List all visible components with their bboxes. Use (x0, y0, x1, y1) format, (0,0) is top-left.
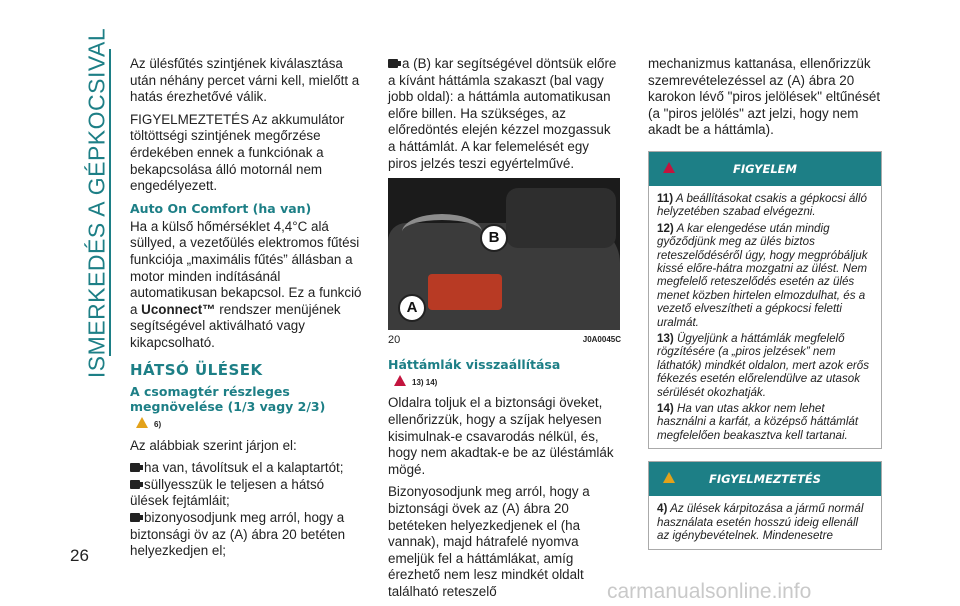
column-2 (388, 56, 621, 606)
figure-code: J0A0045C (582, 335, 621, 345)
warning-icon (394, 375, 406, 386)
column-3 (648, 56, 882, 550)
figure-rear-seat (388, 178, 620, 330)
list-item: süllyesszük le teljesen a hátsó ülések fejtámláit; (130, 476, 325, 509)
figure-label-b: B (480, 224, 508, 252)
heading-rear-seats: HÁTSÓ ÜLÉSEK (130, 360, 263, 379)
watermark: carmanualsonline.info (607, 580, 812, 603)
figyelmeztetes-box (648, 461, 882, 549)
figure-number: 20 (388, 334, 401, 347)
subheading-cargo: A csomagtér részleges megnövelése (1/3 vagy 2/3) (130, 384, 326, 415)
warning-item: 11) A beállításokat csakis a gépkocsi álló helyzetében szabad elvégezni. (657, 191, 867, 219)
list-item: ha van, távolítsuk el a kalaptartót; (130, 460, 362, 477)
paragraph: Oldalra toljuk el a biztonsági öveket, ellenőrizzük, hogy a szíjak helyesen kisimulnak-e csavarodás nélkül, és, hogy nem akadtak-e be az üléstámlák mögé. (388, 395, 614, 477)
bullet-icon (130, 480, 140, 489)
paragraph: Bizonyosodjunk meg arról, hogy a biztonsági övek az (A) ábra 20 betéteken helyezkedjenek el (ha vannak), majd hátrafelé nyomva emeljük fel a háttámlákat, amíg érezhető nem lesz mindkét oldalt található reteszelő (388, 484, 590, 599)
bullet-icon (130, 513, 140, 522)
warning-item: 12) A kar elengedése után mindig győződjünk meg az ülés biztos reteszelődéséről úgy, hogy megpróbáljuk kissé előre-hátra mozgatni az ülést. Nem megfelelő reteszelődés esetén az ülés menet közben hirtelen elmozdulhat, és a vezető elveszítheti a gépkocsi feletti uralmát. (657, 221, 868, 329)
column-1 (130, 56, 362, 560)
figyelmeztetes-body (649, 496, 881, 548)
belt-guide-shape (428, 274, 502, 310)
paragraph: Ha a külső hőmérséklet 4,4°C alá süllyed, a vezetőülés elektromos fűtési funkciója „maximális fűtés” állásban a motor minden indításánál automatikusan bekapcsol. Ez a funkció a Uconnect™ rendszer menüjének segítségével aktiválható vagy kikapcsolható. (130, 218, 362, 350)
section-divider (109, 49, 111, 356)
subheading-auto-on-comfort: Auto On Comfort (ha van) (130, 200, 312, 216)
figyelem-body (649, 186, 881, 448)
warning-item: 14) Ha van utas akkor nem lehet használni a karfát, a középső háttámlát megfelelően beakasztva kell tartanai. (657, 402, 859, 442)
warning-icon (663, 162, 675, 173)
section-title-text: ISMERKEDÉS A GÉPKOCSIVAL (83, 27, 110, 378)
warning-item: 13) Ügyeljünk a háttámlák megfelelő rögzítésére (a „piros jelzések” nem láthatók) mindkét oldalon, mert azok erős fékezés esetén előrelendülve az utasok sérülését okozhatják. (657, 332, 870, 399)
list-item: bizonyosodjunk meg arról, hogy a biztonsági öv az (A) ábra 20 betéten helyezkedjen el; (130, 510, 346, 559)
figure-label-a: A (398, 294, 426, 322)
figure-caption (388, 332, 621, 349)
caution-icon (663, 472, 675, 483)
warning-reference: 13) 14) (394, 375, 621, 392)
paragraph: mechanizmus kattanása, ellenőrizzük szemrevételezéssel az (A) ábra 20 karokon lévő "piros jelölések" eltűnését (a "piros jelölés" azt jelzi, hogy nem akadt be a háttámla). (648, 56, 881, 138)
list-item: a (B) kar segítségével döntsük előre a kívánt háttámla szakaszt (bal vagy jobb oldal): a háttámla automatikusan előre billen. Ha szükséges, az előredöntés elején kézzel mozgassuk a háttámlát. A kar felemelését egy piros jelzés teszi egyértelművé. (388, 56, 617, 171)
caution-item: 4) Az ülések kárpitozása a jármű normál használata esetén hosszú ideig ellenáll az igénybevételnek. Mindenesetre (657, 502, 864, 543)
headrest-shape (506, 188, 616, 248)
brand-name: Uconnect™ (141, 301, 216, 317)
fold-arrow-icon (402, 214, 482, 250)
caution-icon (136, 417, 148, 428)
page-number: 26 (70, 546, 89, 565)
paragraph: Az ülésfűtés szintjének kiválasztása után néhány percet várni kell, mielőtt a hatás érezhetővé válik. (130, 56, 360, 105)
subheading-restore: Háttámlák visszaállítása (388, 356, 561, 372)
bullet-icon (388, 59, 398, 68)
bullet-icon (130, 463, 140, 472)
figyelem-header: FIGYELEM (649, 152, 881, 186)
figyelem-box (648, 151, 882, 449)
warning-reference: 6) (136, 417, 362, 434)
paragraph: FIGYELMEZTETÉS Az akkumulátor töltöttségi szintjének megőrzése érdekében ennek a funkciónak a bekapcsolása álló motornál nem engedélyezett. (130, 111, 345, 194)
paragraph: Az alábbiak szerint járjon el: (130, 437, 297, 453)
figyelmeztetes-header: FIGYELMEZTETÉS (649, 462, 881, 496)
section-title (76, 27, 118, 378)
